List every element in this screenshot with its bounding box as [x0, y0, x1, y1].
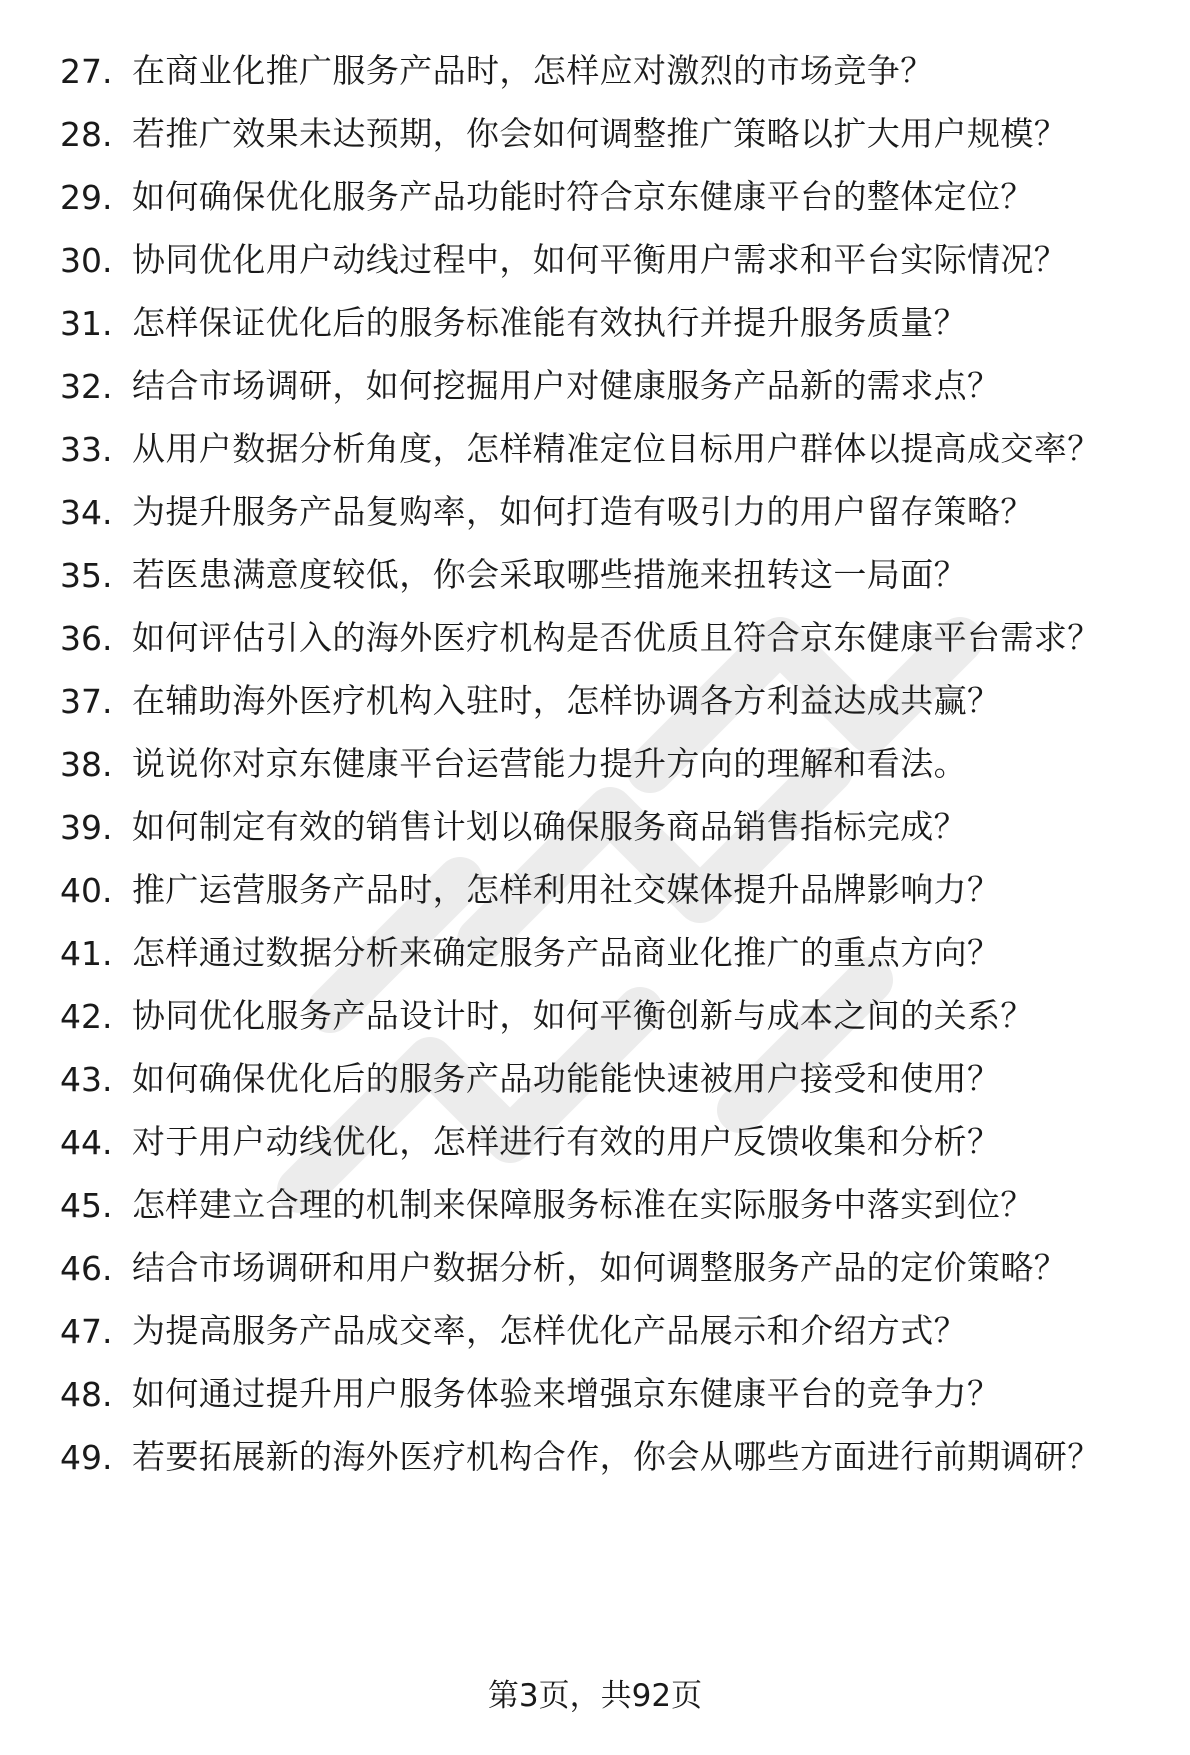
question-text: 如何制定有效的销售计划以确保服务商品销售指标完成？	[132, 807, 967, 846]
list-item	[0, 1436, 1190, 1480]
list-item	[0, 554, 1190, 598]
question-number: 28.	[60, 115, 113, 154]
question-text: 如何确保优化后的服务产品功能能快速被用户接受和使用？	[132, 1059, 1001, 1098]
list-item	[0, 1058, 1190, 1102]
question-number: 30.	[60, 241, 113, 280]
list-item	[0, 239, 1190, 283]
question-number: 37.	[60, 682, 113, 721]
question-text: 推广运营服务产品时，怎样利用社交媒体提升品牌影响力？	[132, 870, 1001, 909]
question-text: 说说你对京东健康平台运营能力提升方向的理解和看法。	[132, 744, 967, 783]
list-item	[0, 1310, 1190, 1354]
question-number: 47.	[60, 1312, 113, 1351]
question-text: 对于用户动线优化，怎样进行有效的用户反馈收集和分析？	[132, 1122, 1001, 1161]
question-text: 怎样通过数据分析来确定服务产品商业化推广的重点方向？	[132, 933, 1001, 972]
question-number: 43.	[60, 1060, 113, 1099]
question-number: 39.	[60, 808, 113, 847]
question-text: 协同优化服务产品设计时，如何平衡创新与成本之间的关系？	[132, 996, 1034, 1035]
question-number: 49.	[60, 1438, 113, 1477]
question-list	[0, 50, 1190, 1499]
question-text: 若要拓展新的海外医疗机构合作，你会从哪些方面进行前期调研？	[132, 1437, 1101, 1476]
list-item	[0, 932, 1190, 976]
question-number: 36.	[60, 619, 113, 658]
list-item	[0, 869, 1190, 913]
question-text: 如何评估引入的海外医疗机构是否优质且符合京东健康平台需求？	[132, 618, 1101, 657]
question-text: 为提升服务产品复购率，如何打造有吸引力的用户留存策略？	[132, 492, 1034, 531]
question-number: 33.	[60, 430, 113, 469]
question-number: 35.	[60, 556, 113, 595]
list-item	[0, 365, 1190, 409]
question-number: 27.	[60, 52, 113, 91]
question-number: 38.	[60, 745, 113, 784]
question-number: 44.	[60, 1123, 113, 1162]
question-text: 若医患满意度较低，你会采取哪些措施来扭转这一局面？	[132, 555, 967, 594]
question-text: 怎样保证优化后的服务标准能有效执行并提升服务质量？	[132, 303, 967, 342]
question-number: 40.	[60, 871, 113, 910]
question-text: 结合市场调研，如何挖掘用户对健康服务产品新的需求点？	[132, 366, 1001, 405]
list-item	[0, 995, 1190, 1039]
list-item	[0, 428, 1190, 472]
question-number: 42.	[60, 997, 113, 1036]
question-text: 如何确保优化服务产品功能时符合京东健康平台的整体定位？	[132, 177, 1034, 216]
list-item	[0, 113, 1190, 157]
list-item	[0, 491, 1190, 535]
question-number: 48.	[60, 1375, 113, 1414]
question-text: 怎样建立合理的机制来保障服务标准在实际服务中落实到位？	[132, 1185, 1034, 1224]
list-item	[0, 680, 1190, 724]
list-item	[0, 50, 1190, 94]
question-text: 在辅助海外医疗机构入驻时，怎样协调各方利益达成共赢？	[132, 681, 1001, 720]
question-text: 结合市场调研和用户数据分析，如何调整服务产品的定价策略？	[132, 1248, 1068, 1287]
question-number: 46.	[60, 1249, 113, 1288]
question-text: 协同优化用户动线过程中，如何平衡用户需求和平台实际情况？	[132, 240, 1068, 279]
question-number: 34.	[60, 493, 113, 532]
page-footer: 第3页，共92页	[487, 1678, 703, 1714]
list-item	[0, 1373, 1190, 1417]
question-number: 45.	[60, 1186, 113, 1225]
list-item	[0, 743, 1190, 787]
list-item	[0, 806, 1190, 850]
question-number: 29.	[60, 178, 113, 217]
question-text: 在商业化推广服务产品时，怎样应对激烈的市场竞争？	[132, 51, 934, 90]
list-item	[0, 302, 1190, 346]
question-number: 41.	[60, 934, 113, 973]
question-text: 若推广效果未达预期，你会如何调整推广策略以扩大用户规模？	[132, 114, 1068, 153]
list-item	[0, 1184, 1190, 1228]
list-item	[0, 1121, 1190, 1165]
question-text: 如何通过提升用户服务体验来增强京东健康平台的竞争力？	[132, 1374, 1001, 1413]
question-number: 31.	[60, 304, 113, 343]
list-item	[0, 617, 1190, 661]
question-text: 为提高服务产品成交率，怎样优化产品展示和介绍方式？	[132, 1311, 967, 1350]
question-text: 从用户数据分析角度，怎样精准定位目标用户群体以提高成交率？	[132, 429, 1101, 468]
list-item	[0, 176, 1190, 220]
list-item	[0, 1247, 1190, 1291]
question-number: 32.	[60, 367, 113, 406]
